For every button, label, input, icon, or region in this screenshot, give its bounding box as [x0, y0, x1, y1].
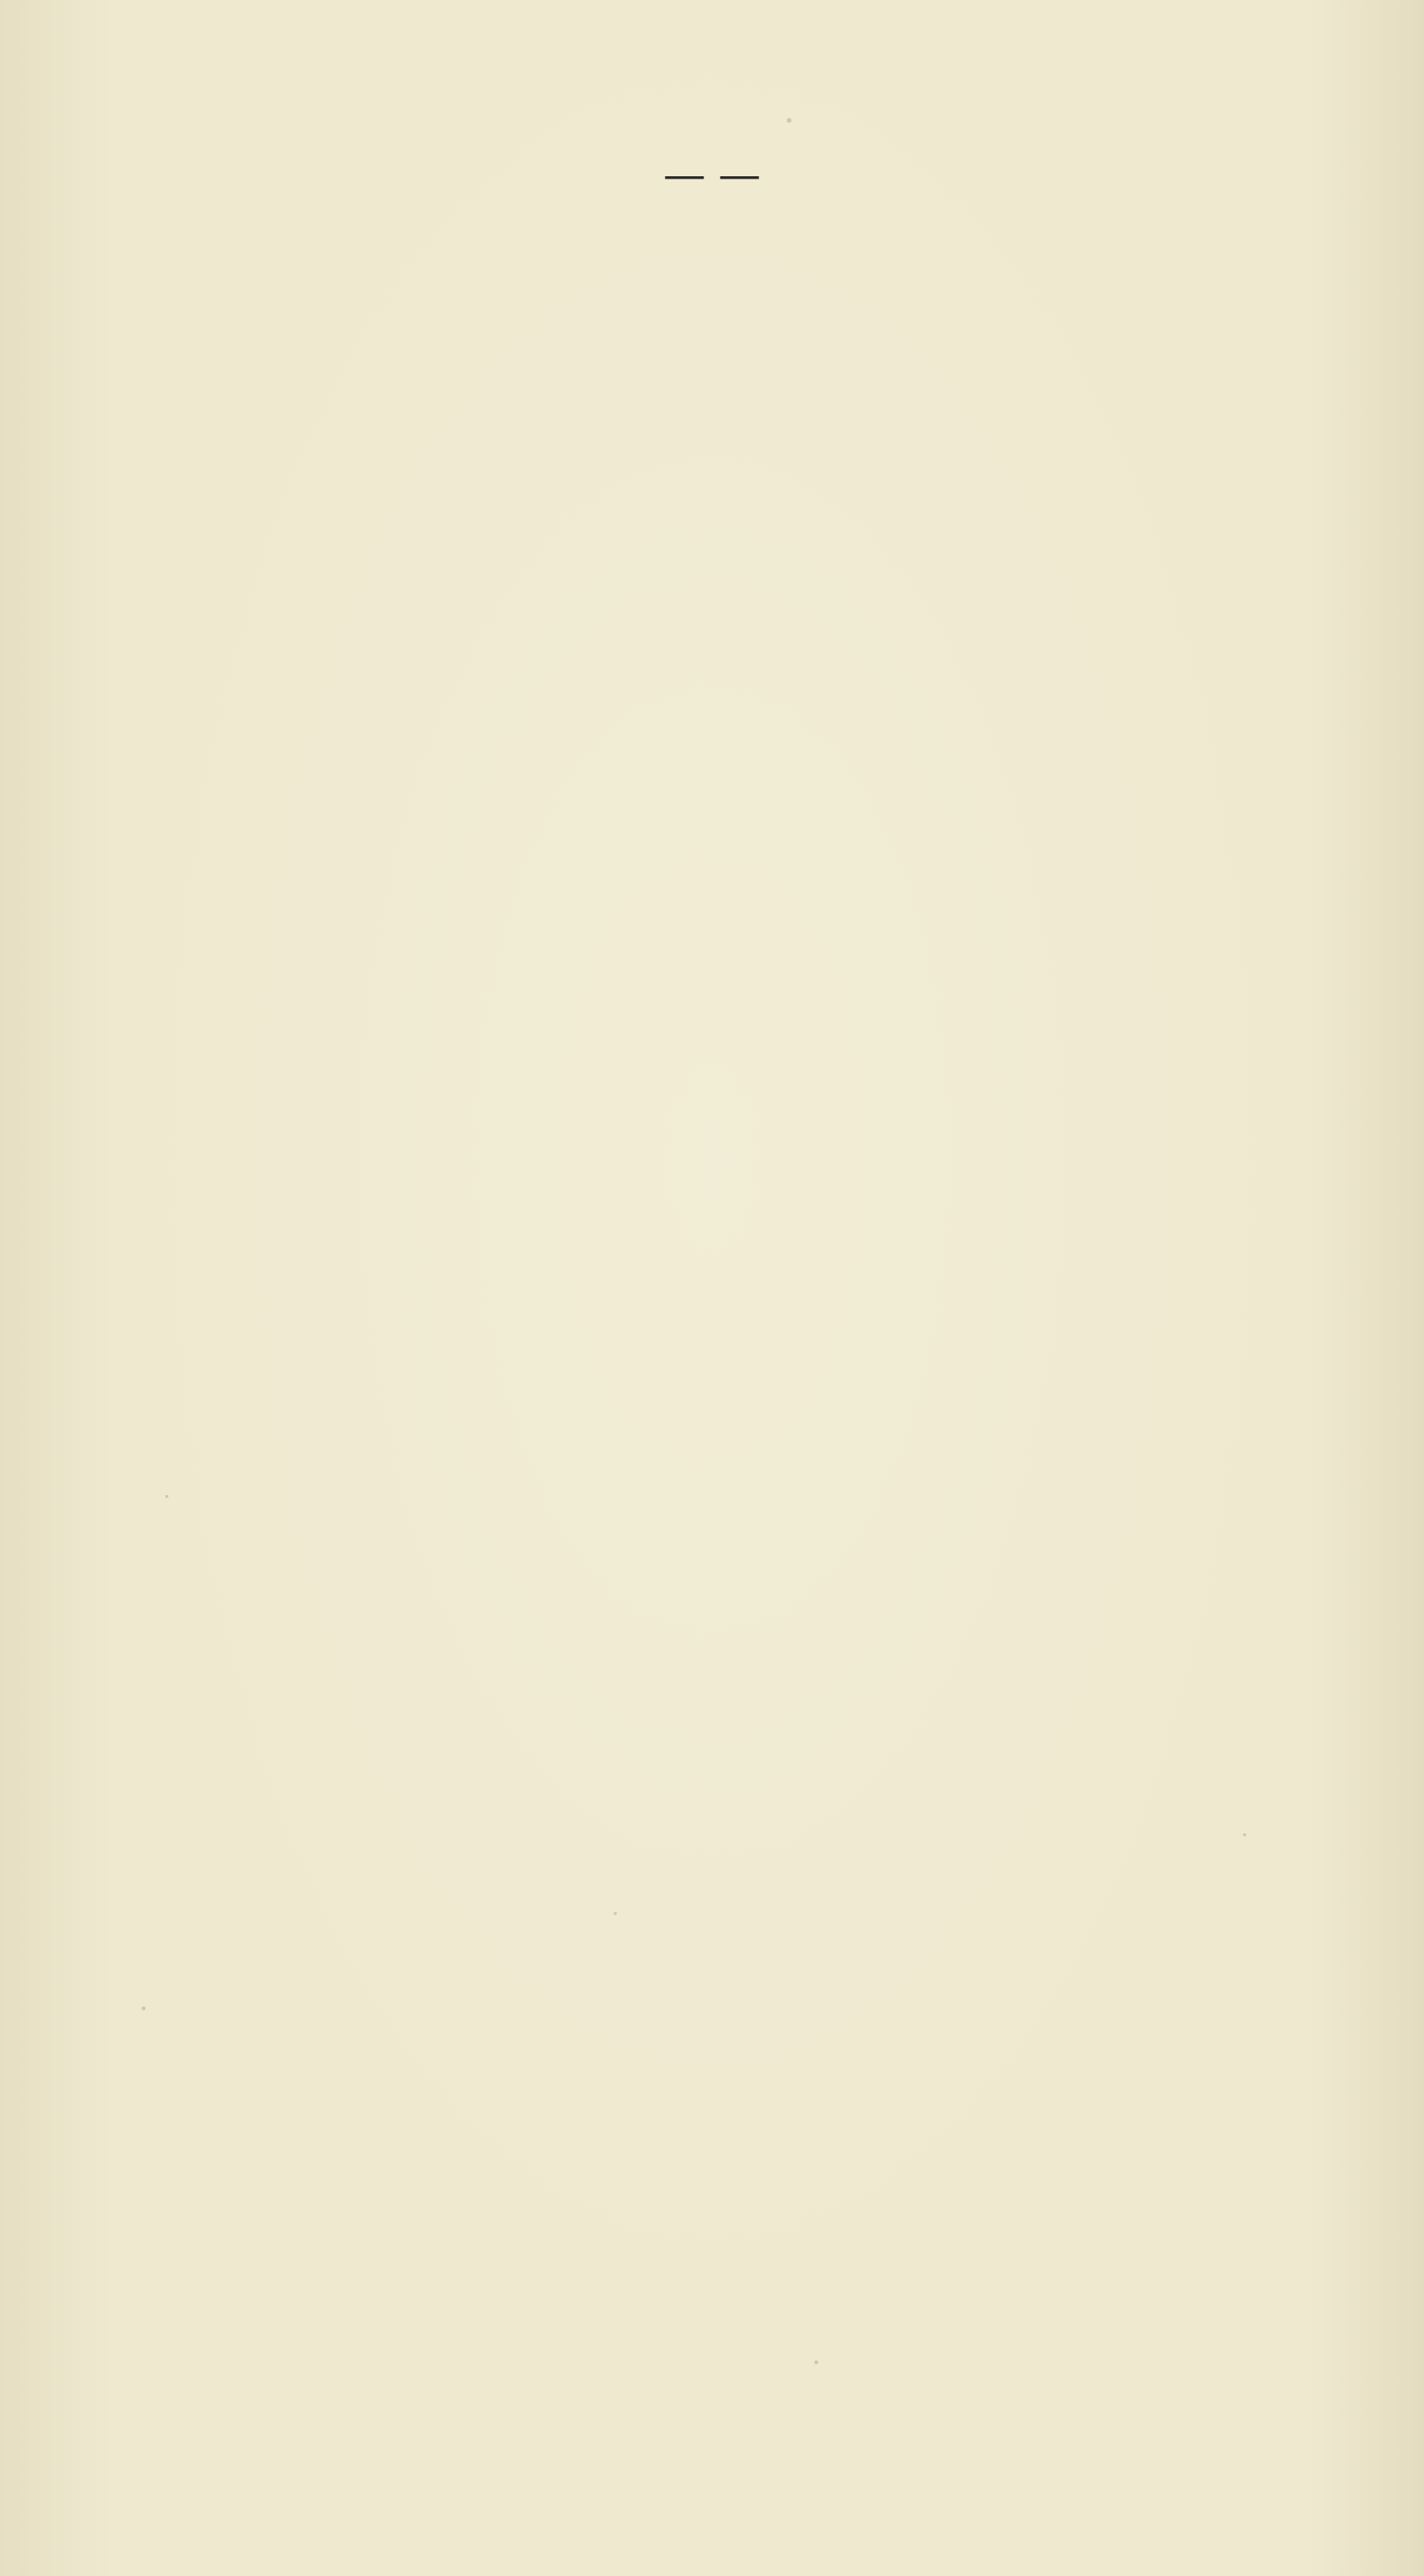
paper-spot — [1243, 1833, 1246, 1836]
paper-spot — [614, 1912, 617, 1915]
paper-spot — [142, 2006, 146, 2010]
paper-spot — [814, 2360, 818, 2364]
paper-spot — [787, 118, 791, 123]
page-number: — — — [663, 149, 761, 199]
paper-spot — [165, 1495, 168, 1498]
